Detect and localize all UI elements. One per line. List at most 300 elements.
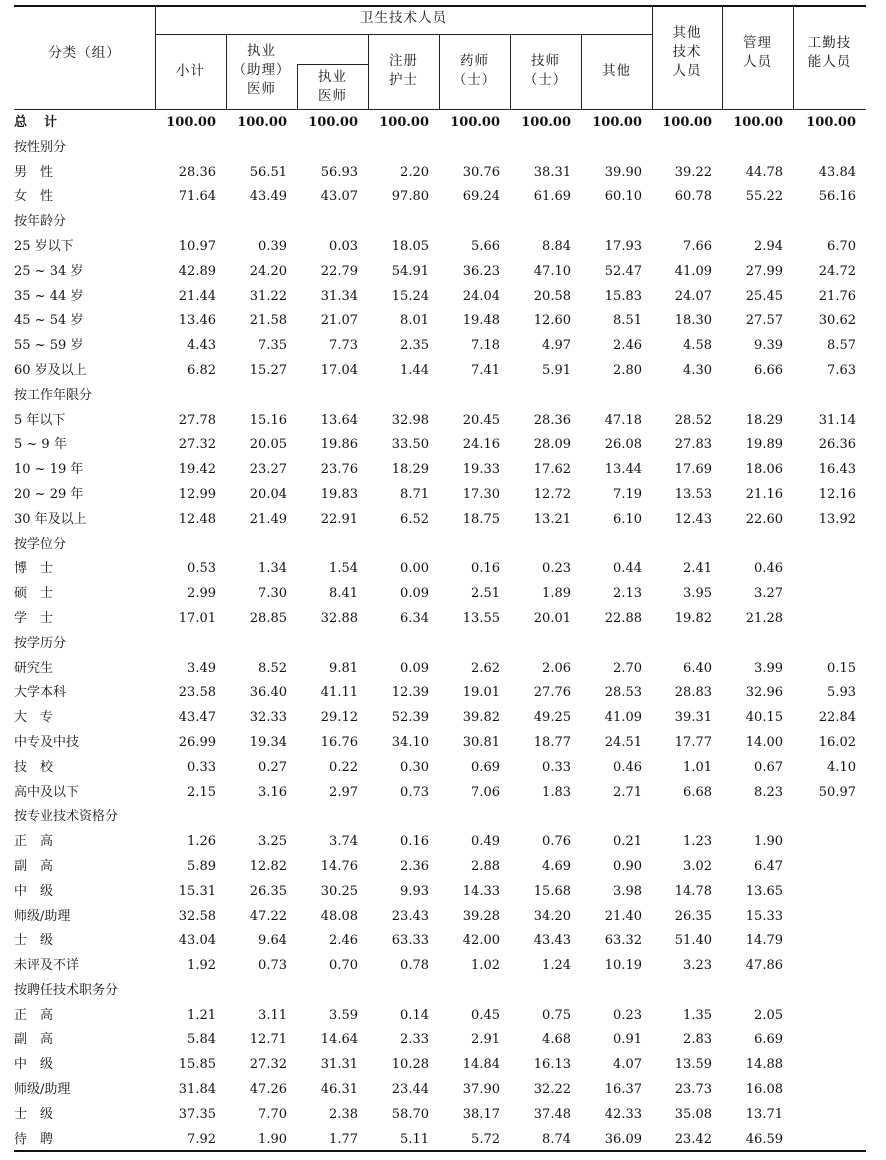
cell-value: 30.62: [818, 313, 856, 329]
cell-value: [722, 533, 793, 558]
row-label: 正 高: [14, 1007, 54, 1023]
cell-value: [297, 632, 368, 657]
row-label: 中专及中技: [14, 734, 80, 750]
cell-value: 5.11: [400, 1131, 429, 1147]
cell-value: 100.00: [450, 115, 500, 130]
cell-value: 32.98: [391, 412, 429, 428]
cell-value: 2.46: [329, 933, 358, 949]
cell-value: 28.85: [249, 610, 287, 626]
cell-value: [652, 136, 722, 161]
cell-value: 27.83: [674, 437, 712, 453]
cell-value: [793, 210, 866, 235]
cell-value: 27.78: [178, 412, 216, 428]
row-label: 中 级: [14, 1057, 54, 1073]
cell-value: 31.31: [320, 1057, 358, 1073]
cell-value: [155, 210, 226, 235]
cell-value: 12.82: [249, 858, 287, 874]
cell-value: [439, 136, 510, 161]
cell-value: 14.84: [462, 1057, 500, 1073]
cell-value: 25.45: [745, 288, 783, 304]
cell-value: 27.57: [745, 313, 783, 329]
cell-value: 2.15: [187, 784, 216, 800]
cell-value: 56.93: [320, 164, 358, 180]
cell-value: 37.48: [533, 1106, 571, 1122]
cell-value: 12.43: [674, 511, 712, 527]
cell-value: [793, 830, 866, 855]
cell-value: 47.86: [745, 958, 783, 974]
cell-value: [793, 1078, 866, 1103]
cell-value: [510, 632, 581, 657]
cell-value: 21.44: [178, 288, 216, 304]
cell-value: [297, 805, 368, 830]
cell-value: 14.78: [674, 883, 712, 899]
row-label: 女 性: [14, 189, 54, 205]
row-label: 技 校: [14, 759, 54, 775]
cell-value: 39.28: [462, 908, 500, 924]
cell-value: 13.92: [818, 511, 856, 527]
cell-value: 41.11: [320, 685, 358, 701]
cell-value: 19.83: [320, 486, 358, 502]
cell-value: 12.99: [178, 486, 216, 502]
cell-value: [155, 533, 226, 558]
cell-value: 39.90: [604, 164, 642, 180]
table-row: [14, 954, 866, 979]
cell-value: [793, 929, 866, 954]
cell-value: 24.20: [249, 263, 287, 279]
cell-value: 14.76: [320, 858, 358, 874]
cell-value: [722, 979, 793, 1004]
cell-value: 43.49: [249, 189, 287, 205]
cell-value: [155, 384, 226, 409]
row-label: 60 岁及以上: [14, 362, 87, 378]
cell-value: 6.70: [827, 238, 856, 254]
cell-value: 0.14: [400, 1007, 429, 1023]
table-row: [14, 855, 866, 880]
header-pharmacist: 药师 （士）: [452, 53, 497, 88]
cell-value: 23.73: [674, 1082, 712, 1098]
cell-value: 13.53: [674, 486, 712, 502]
table-row: [14, 880, 866, 905]
row-label: 博 士: [14, 561, 54, 577]
cell-value: [297, 384, 368, 409]
cell-value: 0.46: [613, 759, 642, 775]
cell-value: 28.09: [533, 437, 571, 453]
cell-value: 21.07: [320, 313, 358, 329]
cell-value: 7.66: [683, 238, 712, 254]
cell-value: 50.97: [818, 784, 856, 800]
cell-value: 21.49: [249, 511, 287, 527]
cell-value: [793, 136, 866, 161]
cell-value: [226, 805, 297, 830]
cell-value: 46.31: [320, 1082, 358, 1098]
cell-value: 8.57: [827, 338, 856, 354]
table-row: [14, 458, 866, 483]
cell-value: 69.24: [462, 189, 500, 205]
row-label: 副 高: [14, 858, 54, 874]
table-row: [14, 235, 866, 260]
row-label: 副 高: [14, 1032, 54, 1048]
cell-value: [439, 979, 510, 1004]
cell-value: 8.41: [329, 586, 358, 602]
section-row: [14, 210, 866, 235]
table-row: [14, 1103, 866, 1128]
row-label: 大学本科: [14, 685, 67, 701]
cell-value: 0.33: [542, 759, 571, 775]
cell-value: 14.88: [745, 1057, 783, 1073]
table-row: [14, 1128, 866, 1153]
row-label: 20 ~ 29 年: [14, 486, 84, 502]
cell-value: 44.78: [745, 164, 783, 180]
cell-value: [793, 880, 866, 905]
cell-value: [368, 979, 439, 1004]
section-label: 按专业技术资格分: [14, 809, 119, 825]
cell-value: 0.76: [542, 834, 571, 850]
cell-value: 0.75: [542, 1007, 571, 1023]
cell-value: 23.58: [178, 685, 216, 701]
cell-value: [297, 136, 368, 161]
cell-value: 36.09: [604, 1131, 642, 1147]
cell-value: [652, 533, 722, 558]
row-label: 研究生: [14, 660, 54, 676]
cell-value: 0.49: [471, 834, 500, 850]
doctor-subheader-rule: [297, 64, 368, 65]
cell-value: 12.39: [391, 685, 429, 701]
cell-value: 20.01: [533, 610, 571, 626]
cell-value: 4.30: [683, 362, 712, 378]
cell-value: [510, 533, 581, 558]
cell-value: 10.97: [178, 238, 216, 254]
cell-value: 6.66: [754, 362, 783, 378]
cell-value: 43.04: [178, 933, 216, 949]
cell-value: 4.10: [827, 759, 856, 775]
cell-value: 32.58: [178, 908, 216, 924]
cell-value: [722, 632, 793, 657]
cell-value: 1.90: [754, 834, 783, 850]
cell-value: 55.22: [745, 189, 783, 205]
cell-value: 3.59: [329, 1007, 358, 1023]
cell-value: [226, 632, 297, 657]
row-label: 5 ~ 9 年: [14, 437, 67, 453]
cell-value: 2.36: [400, 858, 429, 874]
cell-value: 2.91: [471, 1032, 500, 1048]
cell-value: 22.79: [320, 263, 358, 279]
cell-value: 29.12: [320, 710, 358, 726]
cell-value: 0.16: [471, 561, 500, 577]
cell-value: 58.70: [391, 1106, 429, 1122]
cell-value: [793, 384, 866, 409]
cell-value: [439, 632, 510, 657]
cell-value: [368, 384, 439, 409]
cell-value: 8.71: [400, 486, 429, 502]
cell-value: [297, 210, 368, 235]
cell-value: 2.46: [613, 338, 642, 354]
cell-value: 42.33: [604, 1106, 642, 1122]
cell-value: 15.24: [391, 288, 429, 304]
cell-value: 7.41: [471, 362, 500, 378]
cell-value: [581, 632, 652, 657]
cell-value: [581, 533, 652, 558]
cell-value: 19.42: [178, 462, 216, 478]
cell-value: 30.25: [320, 883, 358, 899]
table-row: [14, 260, 866, 285]
cell-value: 100.00: [662, 115, 712, 130]
cell-value: [297, 979, 368, 1004]
cell-value: 0.45: [471, 1007, 500, 1023]
cell-value: [155, 632, 226, 657]
cell-value: 5.72: [471, 1131, 500, 1147]
cell-value: 3.98: [613, 883, 642, 899]
cell-value: [581, 136, 652, 161]
cell-value: 63.32: [604, 933, 642, 949]
row-label: 25 ~ 34 岁: [14, 263, 84, 279]
cell-value: 15.85: [178, 1057, 216, 1073]
cell-value: [510, 805, 581, 830]
cell-value: 6.82: [187, 362, 216, 378]
cell-value: 3.99: [754, 660, 783, 676]
cell-value: 43.43: [533, 933, 571, 949]
cell-value: [793, 582, 866, 607]
cell-value: 23.43: [391, 908, 429, 924]
cell-value: 18.06: [745, 462, 783, 478]
cell-value: 0.00: [400, 561, 429, 577]
cell-value: [581, 805, 652, 830]
cell-value: [581, 210, 652, 235]
row-label: 10 ~ 19 年: [14, 462, 84, 478]
cell-value: 31.84: [178, 1082, 216, 1098]
cell-value: 21.16: [745, 486, 783, 502]
row-label: 总 计: [14, 115, 60, 130]
cell-value: 20.04: [249, 486, 287, 502]
cell-value: 0.73: [400, 784, 429, 800]
cell-value: 2.99: [187, 586, 216, 602]
cell-value: 27.32: [249, 1057, 287, 1073]
cell-value: 28.36: [178, 164, 216, 180]
row-label: 学 士: [14, 610, 54, 626]
cell-value: 100.00: [733, 115, 783, 130]
cell-value: 63.33: [391, 933, 429, 949]
cell-value: 19.82: [674, 610, 712, 626]
cell-value: 3.25: [258, 834, 287, 850]
cell-value: 60.78: [674, 189, 712, 205]
cell-value: [226, 979, 297, 1004]
cell-value: 14.64: [320, 1032, 358, 1048]
header-other-tech: 其他 技术 人员: [672, 25, 702, 79]
cell-value: 2.06: [542, 660, 571, 676]
row-label: 士 级: [14, 1106, 54, 1122]
cell-value: 0.69: [471, 759, 500, 775]
cell-value: 14.79: [745, 933, 783, 949]
header-practicing-doctor: 执业 （助理） 医师: [232, 43, 291, 97]
cell-value: 2.70: [613, 660, 642, 676]
cell-value: [368, 632, 439, 657]
cell-value: 8.84: [542, 238, 571, 254]
cell-value: [510, 210, 581, 235]
cell-value: 0.53: [187, 561, 216, 577]
cell-value: 2.88: [471, 858, 500, 874]
cell-value: 4.68: [542, 1032, 571, 1048]
table-row: [14, 285, 866, 310]
cell-value: [439, 384, 510, 409]
cell-value: 22.84: [818, 710, 856, 726]
cell-value: 1.54: [329, 561, 358, 577]
cell-value: 26.35: [674, 908, 712, 924]
cell-value: 36.23: [462, 263, 500, 279]
cell-value: 2.71: [613, 784, 642, 800]
cell-value: 17.69: [674, 462, 712, 478]
cell-value: 0.15: [827, 660, 856, 676]
cell-value: 17.04: [320, 362, 358, 378]
cell-value: 2.62: [471, 660, 500, 676]
cell-value: 1.24: [542, 958, 571, 974]
cell-value: 3.02: [683, 858, 712, 874]
cell-value: [793, 607, 866, 632]
cell-value: 12.71: [249, 1032, 287, 1048]
cell-value: 0.78: [400, 958, 429, 974]
cell-value: 33.50: [391, 437, 429, 453]
cell-value: 22.91: [320, 511, 358, 527]
cell-value: 100.00: [379, 115, 429, 130]
table-row: [14, 1078, 866, 1103]
cell-value: 18.30: [674, 313, 712, 329]
cell-value: 30.81: [462, 734, 500, 750]
cell-value: 71.64: [178, 189, 216, 205]
cell-value: 6.47: [754, 858, 783, 874]
cell-value: [652, 805, 722, 830]
cell-value: 60.10: [604, 189, 642, 205]
cell-value: [510, 979, 581, 1004]
cell-value: 18.29: [391, 462, 429, 478]
cell-value: 2.35: [400, 338, 429, 354]
cell-value: 47.18: [604, 412, 642, 428]
cell-value: 28.53: [604, 685, 642, 701]
row-label: 男 性: [14, 164, 54, 180]
cell-value: [793, 533, 866, 558]
cell-value: 8.51: [613, 313, 642, 329]
cell-value: 7.19: [613, 486, 642, 502]
cell-value: 3.74: [329, 834, 358, 850]
cell-value: 39.31: [674, 710, 712, 726]
cell-value: 61.69: [533, 189, 571, 205]
table-row: [14, 557, 866, 582]
cell-value: 16.76: [320, 734, 358, 750]
row-label: 师级/助理: [14, 908, 71, 924]
cell-value: 49.25: [533, 710, 571, 726]
cell-value: 28.36: [533, 412, 571, 428]
row-label: 高中及以下: [14, 784, 80, 800]
cell-value: 100.00: [806, 115, 856, 130]
cell-value: 16.43: [818, 462, 856, 478]
cell-value: 20.58: [533, 288, 571, 304]
cell-value: [368, 805, 439, 830]
cell-value: 2.80: [613, 362, 642, 378]
cell-value: 41.09: [674, 263, 712, 279]
table-row: [14, 309, 866, 334]
cell-value: 0.67: [754, 759, 783, 775]
cell-value: 27.76: [533, 685, 571, 701]
header-other: 其他: [602, 63, 631, 79]
cell-value: 10.28: [391, 1057, 429, 1073]
cell-value: 0.23: [542, 561, 571, 577]
row-label: 45 ~ 54 岁: [14, 313, 84, 329]
cell-value: 21.76: [818, 288, 856, 304]
row-label: 士 级: [14, 933, 54, 949]
header-bottom-rule: [14, 109, 866, 110]
table-row: [14, 483, 866, 508]
cell-value: 3.11: [258, 1007, 287, 1023]
cell-value: 1.89: [542, 586, 571, 602]
cell-value: 47.10: [533, 263, 571, 279]
cell-value: 32.22: [533, 1082, 571, 1098]
group-header-rule: [155, 34, 652, 35]
cell-value: 7.30: [258, 586, 287, 602]
cell-value: 5.89: [187, 858, 216, 874]
cell-value: 24.72: [818, 263, 856, 279]
cell-value: 5.91: [542, 362, 571, 378]
cell-value: 5.93: [827, 685, 856, 701]
cell-value: [722, 805, 793, 830]
cell-value: 1.77: [329, 1131, 358, 1147]
table-row: [14, 409, 866, 434]
cell-value: 15.16: [249, 412, 287, 428]
cell-value: 18.77: [533, 734, 571, 750]
cell-value: 26.36: [818, 437, 856, 453]
row-label: 35 ~ 44 岁: [14, 288, 84, 304]
cell-value: 32.96: [745, 685, 783, 701]
cell-value: 1.35: [683, 1007, 712, 1023]
table-row: [14, 781, 866, 806]
cell-value: [652, 632, 722, 657]
cell-value: 6.52: [400, 511, 429, 527]
cell-value: 0.33: [187, 759, 216, 775]
cell-value: 5.84: [187, 1032, 216, 1048]
cell-value: 12.60: [533, 313, 571, 329]
cell-value: 26.99: [178, 734, 216, 750]
cell-value: 23.27: [249, 462, 287, 478]
cell-value: 13.59: [674, 1057, 712, 1073]
cell-value: [155, 136, 226, 161]
cell-value: 52.39: [391, 710, 429, 726]
cell-value: 9.93: [400, 883, 429, 899]
cell-value: 7.18: [471, 338, 500, 354]
cell-value: [226, 136, 297, 161]
cell-value: 26.35: [249, 883, 287, 899]
cell-value: 42.89: [178, 263, 216, 279]
cell-value: 20.05: [249, 437, 287, 453]
cell-value: 1.21: [187, 1007, 216, 1023]
top-rule: [14, 5, 866, 7]
cell-value: 40.15: [745, 710, 783, 726]
cell-value: 2.97: [329, 784, 358, 800]
cell-value: 56.16: [818, 189, 856, 205]
section-label: 按性别分: [14, 139, 67, 155]
table-row: [14, 607, 866, 632]
cell-value: 1.01: [683, 759, 712, 775]
cell-value: 17.30: [462, 486, 500, 502]
table-row: [14, 1028, 866, 1053]
table-row: [14, 905, 866, 930]
cell-value: [722, 384, 793, 409]
cell-value: 1.34: [258, 561, 287, 577]
cell-value: 3.49: [187, 660, 216, 676]
cell-value: 4.97: [542, 338, 571, 354]
row-label: 硕 士: [14, 586, 54, 602]
table-row: [14, 929, 866, 954]
cell-value: 22.88: [604, 610, 642, 626]
cell-value: 22.60: [745, 511, 783, 527]
cell-value: 19.34: [249, 734, 287, 750]
cell-value: 19.01: [462, 685, 500, 701]
cell-value: [793, 979, 866, 1004]
